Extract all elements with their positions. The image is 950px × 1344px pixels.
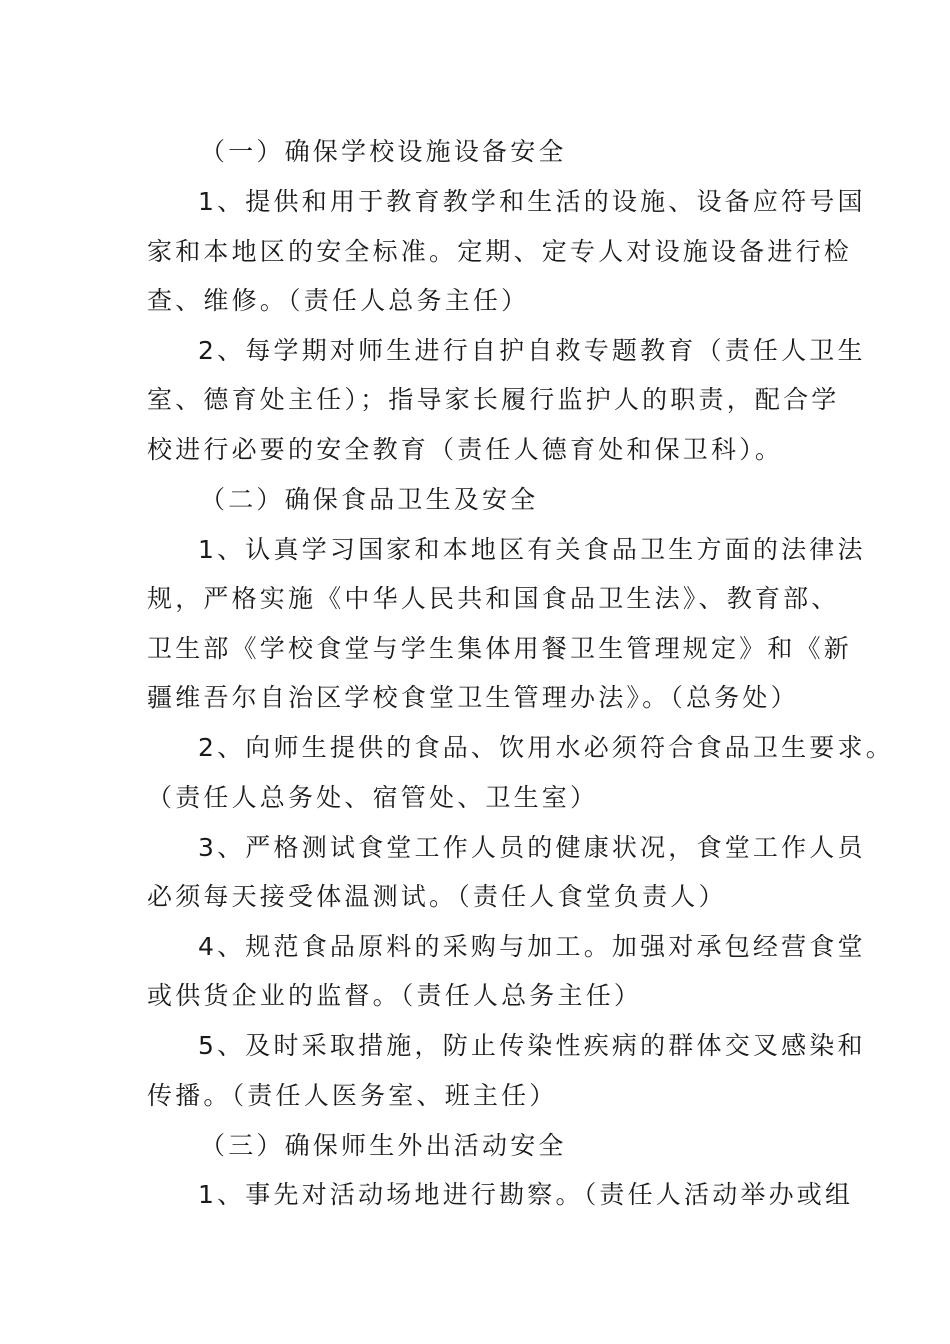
section-heading-2: （二）确保食品卫生及安全 — [200, 485, 539, 514]
paragraph-line: 或供货企业的监督。（责任人总务主任） — [147, 981, 643, 1010]
paragraph-line: 疆维吾尔自治区学校食堂卫生管理办法》。（总务处） — [147, 683, 799, 712]
paragraph-line: 3、严格测试食堂工作人员的健康状况，食堂工作人员 — [198, 833, 866, 862]
paragraph-line: 卫生部《学校食堂与学生集体用餐卫生管理规定》和《新 — [147, 634, 853, 663]
paragraph-line: 2、每学期对师生进行自护自救专题教育（责任人卫生 — [198, 336, 866, 365]
paragraph-line: （责任人总务处、宿管处、卫生室） — [147, 783, 599, 812]
paragraph-line: 1、认真学习国家和本地区有关食品卫生方面的法律法 — [198, 535, 866, 564]
paragraph-line: 必须每天接受体温测试。（责任人食堂负责人） — [147, 882, 727, 911]
paragraph-line: 室、德育处主任）；指导家长履行监护人的职责，配合学 — [147, 385, 840, 414]
paragraph-line: 规，严格实施《中华人民共和国食品卫生法》、教育部、 — [147, 584, 840, 613]
paragraph-line: 传播。（责任人医务室、班主任） — [147, 1081, 558, 1110]
paragraph-line: 1、提供和用于教育教学和生活的设施、设备应符号国 — [198, 187, 866, 216]
paragraph-line: 1、事先对活动场地进行勘察。（责任人活动举办或组 — [198, 1180, 854, 1209]
section-heading-1: （一）确保学校设施设备安全 — [200, 137, 567, 166]
paragraph-line: 4、规范食品原料的采购与加工。加强对承包经营食堂 — [198, 932, 866, 961]
paragraph-line: 查、维修。（责任人总务主任） — [147, 286, 530, 315]
paragraph-line: 校进行必要的安全教育（责任人德育处和保卫科）。 — [147, 435, 784, 464]
paragraph-line: 5、及时采取措施，防止传染性疾病的群体交叉感染和 — [198, 1031, 866, 1060]
paragraph-line: 家和本地区的安全标准。定期、定专人对设施设备进行检 — [147, 237, 853, 266]
section-heading-3: （三）确保师生外出活动安全 — [200, 1131, 567, 1160]
paragraph-line: 2、向师生提供的食品、饮用水必须符合食品卫生要求。 — [198, 733, 894, 762]
